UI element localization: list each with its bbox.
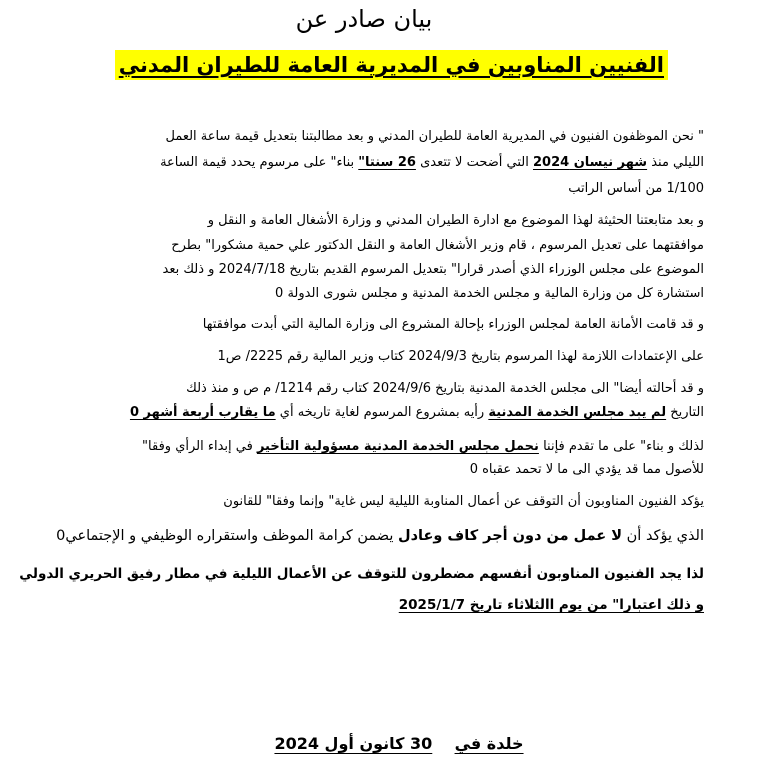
p7-a: الذي يؤكد أن (626, 528, 704, 544)
p1-l2-a: الليلي منذ (651, 155, 704, 170)
statement-header: بيان صادر عن (295, 5, 433, 33)
p2-line1: و بعد متابعتنا الحثيثة لهذا الموضوع مع ادارة الطيران المدني و وزارة الأشغال العامة و النقل و (207, 213, 704, 228)
p7-no-work: لا عمل من دون أجر كاف وعادل (397, 528, 623, 544)
p4-l2-a: التاريخ (670, 405, 704, 420)
p5-l1-c: في إبداء الرأي وفقا" (142, 439, 253, 454)
footer-place-date (0, 733, 768, 755)
p8-date-text: و ذلك اعتبارا" من يوم االثلاثاء تاريخ 2025/1/7 (398, 597, 704, 613)
p2-line2: موافقتهما على تعديل المرسوم ، قام وزير الأشغال العامة و النقل الدكتور علي حمية مشكورا" بطرح (171, 238, 704, 253)
p5-l1-responsibility: نحمل مجلس الخدمة المدنية مسؤولية التأخير (256, 439, 539, 454)
p1-line2 (64, 154, 704, 172)
p7-c: يضمن كرامة الموظف واستقراره الوظيفي و الإجتماعي0 (56, 528, 394, 544)
p5-l1-a: لذلك و بناء" على ما تقدم فإننا (543, 439, 704, 454)
p3-line1: و قد قامت الأمانة العامة لمجلس الوزراء بإحالة المشروع الى وزارة المالية التي أبدت موافقتها (202, 317, 704, 332)
p3-line2: على الإعتمادات اللازمة لهذا المرسوم بتاريخ 2024/9/3 كتاب وزير المالية رقم 2225/ ص1 (217, 349, 704, 364)
p8-line2 (64, 596, 704, 614)
p2-line3: الموضوع على مجلس الوزراء الذي أصدر قرارا" بتعديل المرسوم القديم بتاريخ 2024/7/18 و ذلك بعد (162, 262, 704, 277)
p1-line1: " نحن الموظفون الفنيون في المديرية العامة للطيران المدني و بعد مطالبتنا بتعديل قيمة ساعة العمل (165, 129, 704, 144)
p2-line4: استشارة كل من وزارة المالية و مجلس الخدمة المدنية و مجلس شورى الدولة 0 (275, 286, 704, 301)
p4-line2 (64, 404, 704, 422)
p8-line1: لذا يجد الفنيون المناوبون أنفسهم مضطرون للتوقف عن الأعمال الليلية في مطار رفيق الحريري الدولي (19, 566, 704, 582)
p4-l2-council: لم يبد مجلس الخدمة المدنية (488, 405, 667, 420)
p4-l2-c: رأيه بمشروع المرسوم لغاية تاريخه أي (279, 405, 485, 420)
p7-line (56, 527, 704, 545)
p6-line: يؤكد الفنيون المناوبون أن التوقف عن أعمال المناوبة الليلية ليس غاية" وإنما وفقا" للقانون (223, 494, 704, 509)
footer-place: خلدة في (454, 734, 524, 753)
p1-l2-month: شهر نيسان 2024 (532, 155, 648, 170)
statement-title: الفنيين المناوبين في المديرية العامة للطيران المدني (115, 50, 668, 80)
footer-date: 30 كانون أول 2024 (274, 734, 433, 753)
p4-l2-months: ما يقارب أربعة أشهر 0 (129, 405, 276, 420)
p5-line2: للأصول مما قد يؤدي الى ما لا تحمد عقباه 0 (469, 462, 704, 477)
p5-line1 (64, 438, 704, 456)
p1-l2-c: التي أضحت لا تتعدى (420, 155, 529, 170)
p1-line3: 1/100 من أساس الراتب (568, 181, 704, 196)
title-wrap (115, 50, 668, 80)
p1-l2-cents: 26 سنتا" (358, 155, 416, 170)
p4-line1: و قد أحالته أيضا" الى مجلس الخدمة المدنية بتاريخ 2024/9/6 كتاب رقم 1214/ م ص و منذ ذلك (186, 381, 704, 396)
p1-l2-e: بناء" على مرسوم يحدد قيمة الساعة (160, 155, 355, 170)
